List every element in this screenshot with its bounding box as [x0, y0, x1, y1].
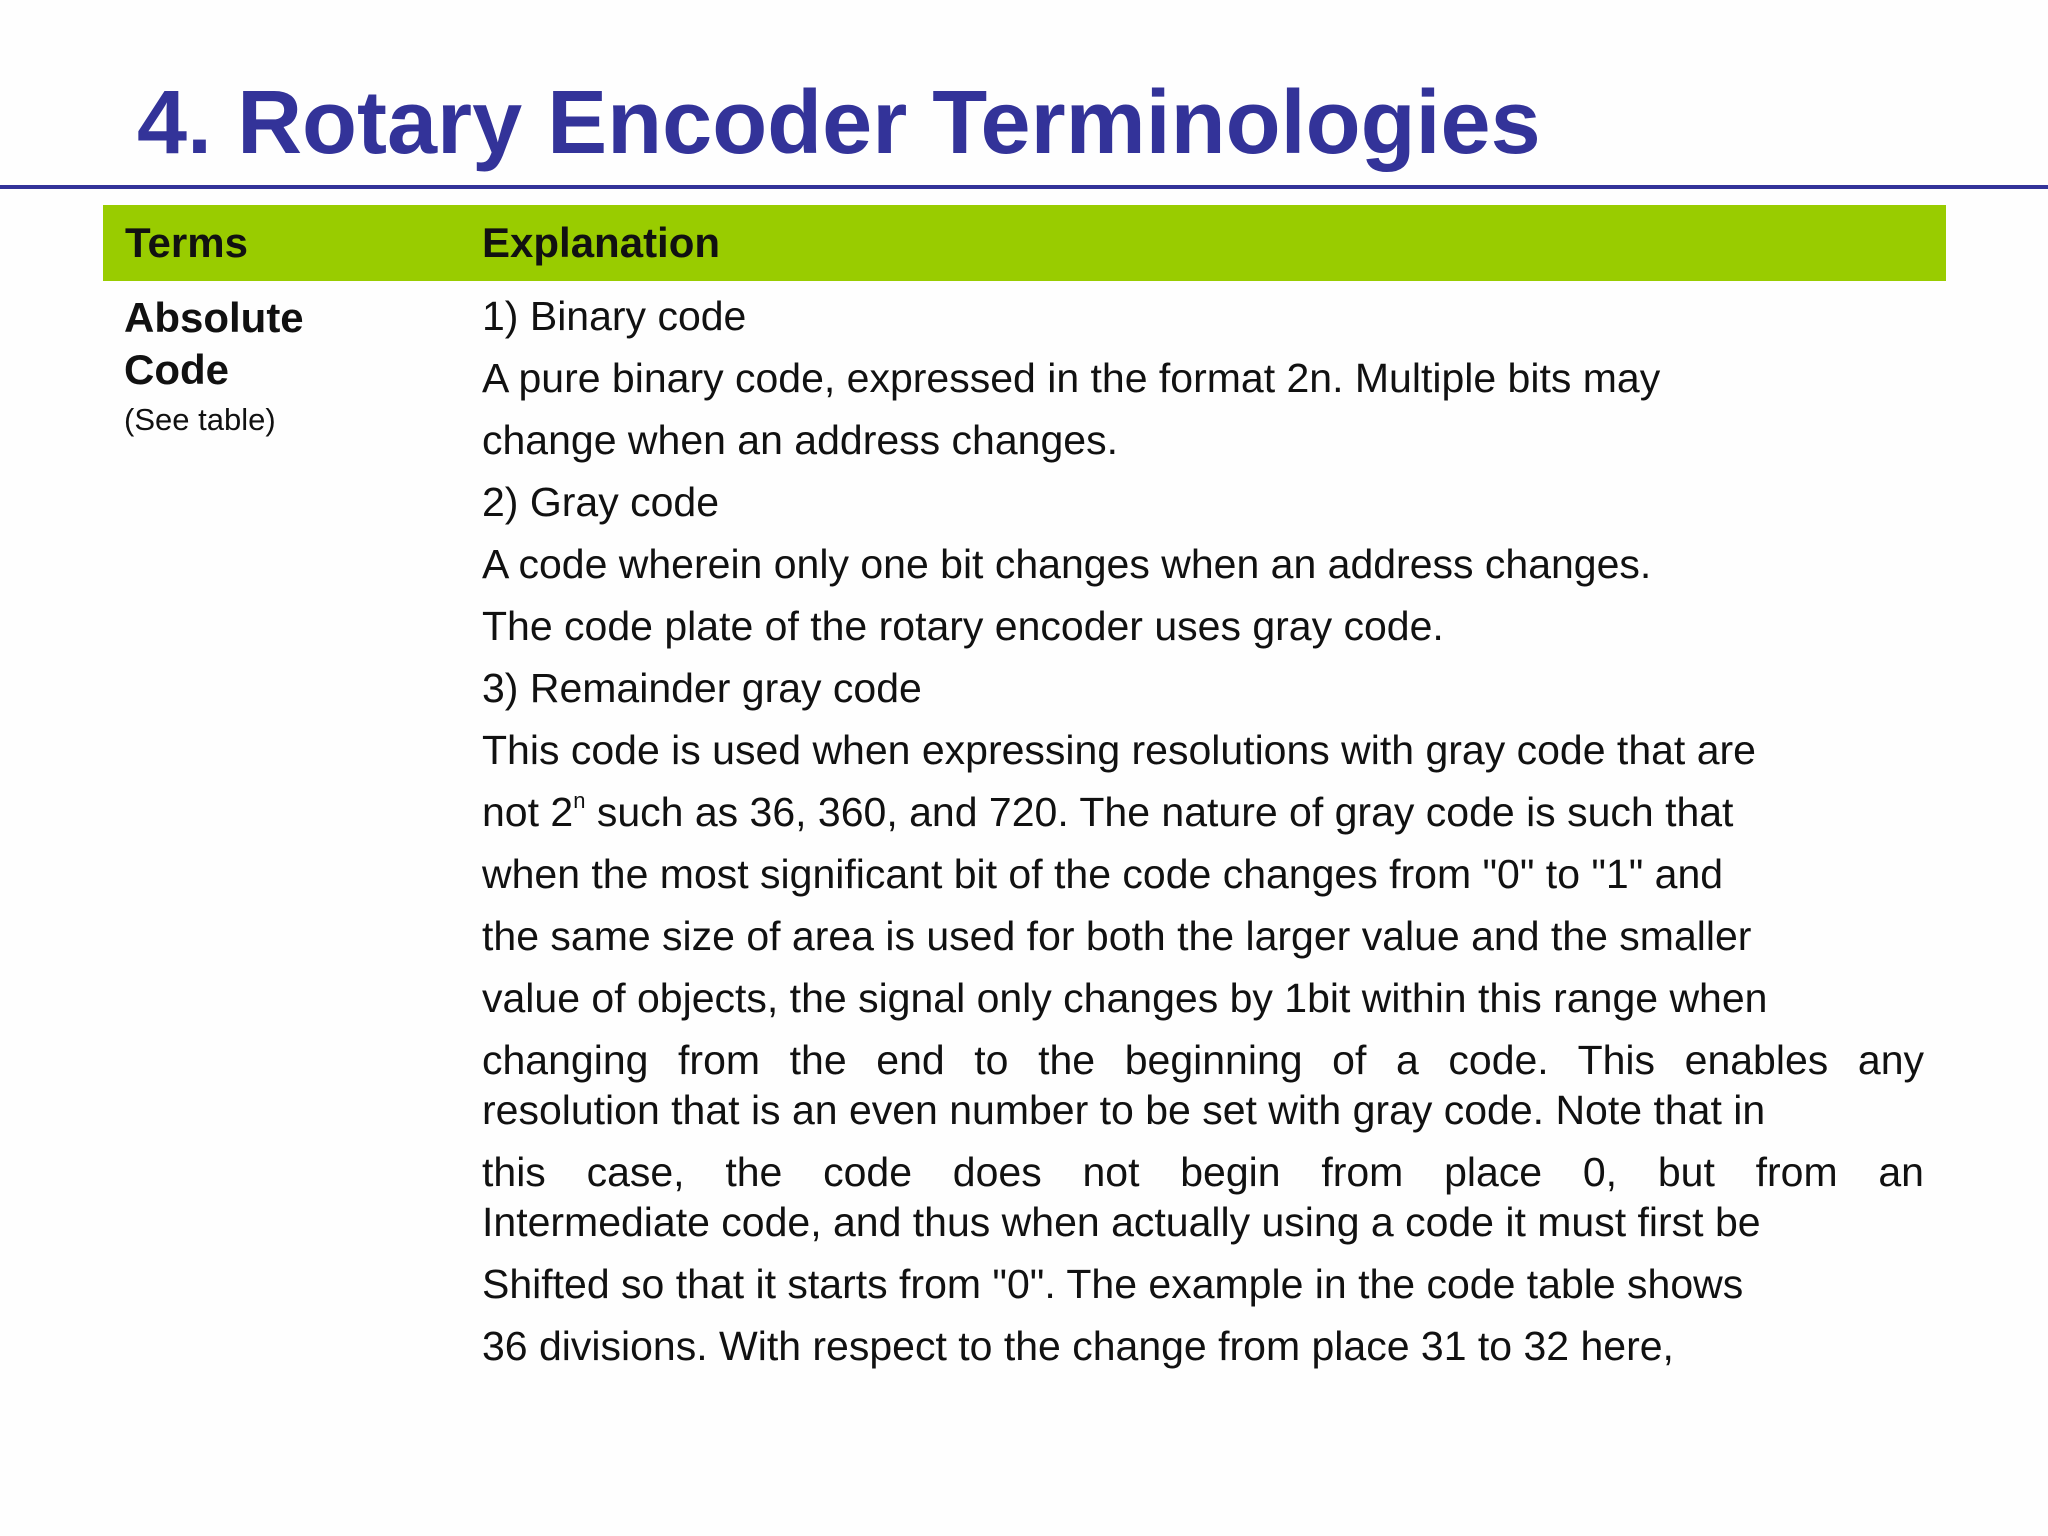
explanation-line: when the most significant bit of the code changes from "0" to "1" and	[482, 851, 1724, 897]
explanation-line: 3) Remainder gray code	[482, 665, 922, 711]
text-fragment: such as 36, 360, and 720. The nature of gray code is such that	[585, 789, 1734, 835]
explanation-line: A pure binary code, expressed in the format 2n. Multiple bits may	[482, 355, 1661, 401]
text-fragment: not 2	[482, 789, 574, 835]
explanation-line: this case, the code does not begin from place 0, but from an	[482, 1149, 1924, 1195]
explanation-line: value of objects, the signal only changes by 1bit within this range when	[482, 975, 1768, 1021]
term-name-line2: Code	[124, 346, 229, 393]
term-name-line1: Absolute	[124, 294, 304, 341]
header-terms: Terms	[125, 219, 248, 266]
explanation-line: the same size of area is used for both the larger value and the smaller	[482, 913, 1752, 959]
explanation-line: Shifted so that it starts from "0". The example in the code table shows	[482, 1261, 1744, 1307]
header-explanation: Explanation	[482, 219, 721, 266]
explanation-line-with-superscript	[482, 789, 1924, 836]
explanation-line: change when an address changes.	[482, 417, 1118, 463]
explanation-line: changing from the end to the beginning of a code. This enables any	[482, 1037, 1924, 1083]
term-cell	[124, 292, 454, 440]
superscript-n: n	[573, 788, 586, 813]
term-note: (See table)	[124, 402, 276, 437]
slide-title: 4. Rotary Encoder Terminologies	[137, 73, 1541, 173]
explanation-line: The code plate of the rotary encoder uses gray code.	[482, 603, 1444, 649]
title-underline	[0, 185, 2048, 189]
explanation-line: resolution that is an even number to be set with gray code. Note that in	[482, 1087, 1766, 1133]
explanation-line: This code is used when expressing resolutions with gray code that are	[482, 727, 1756, 773]
explanation-line: 1) Binary code	[482, 293, 747, 339]
table-header-row	[103, 205, 1946, 281]
explanation-line: A code wherein only one bit changes when an address changes.	[482, 541, 1652, 587]
explanation-line: 36 divisions. With respect to the change from place 31 to 32 here,	[482, 1323, 1674, 1369]
explanation-line: Intermediate code, and thus when actually using a code it must first be	[482, 1199, 1761, 1245]
explanation-line: 2) Gray code	[482, 479, 719, 525]
